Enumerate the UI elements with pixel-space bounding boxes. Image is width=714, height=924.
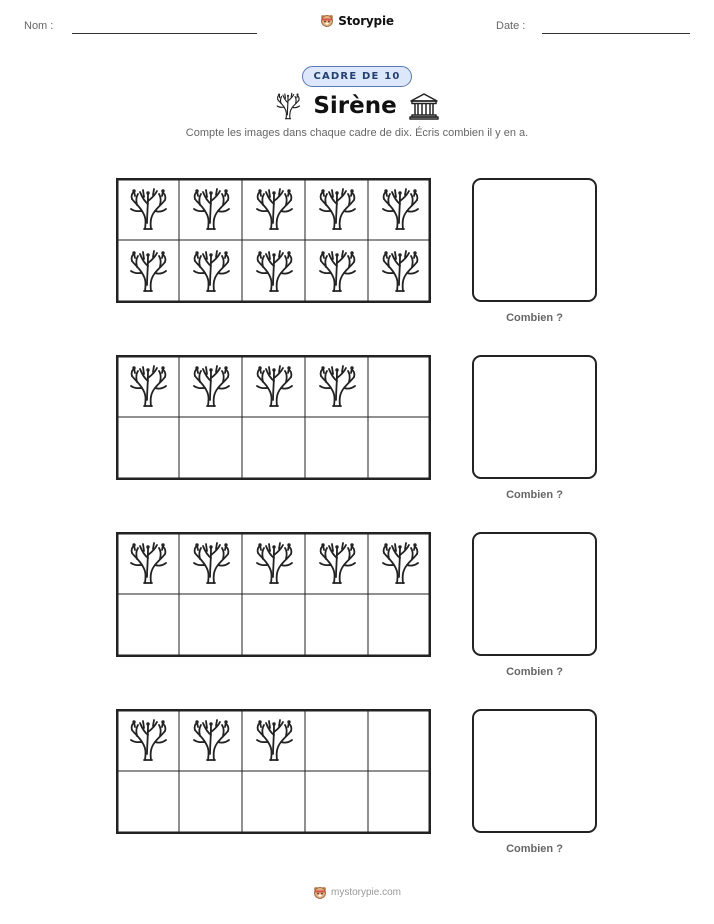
frame-cell <box>242 355 305 417</box>
frame-cell <box>179 417 242 479</box>
coral-icon <box>191 364 231 408</box>
date-label: Date : <box>496 20 526 32</box>
answer-box-4[interactable] <box>472 709 597 833</box>
frame-cell <box>368 532 431 594</box>
coral-icon <box>191 249 231 293</box>
frame-cell <box>305 709 368 771</box>
frame-cell <box>116 771 179 833</box>
frame-cell <box>116 532 179 594</box>
frame-cell <box>305 178 368 240</box>
coral-icon <box>254 541 294 585</box>
frame-cell <box>368 178 431 240</box>
frame-cell <box>116 178 179 240</box>
answer-label-4: Combien ? <box>506 843 563 855</box>
coral-icon <box>380 541 420 585</box>
frame-cell <box>242 240 305 302</box>
frame-cell <box>242 532 305 594</box>
coral-icon <box>317 187 357 231</box>
answer-label-3: Combien ? <box>506 666 563 678</box>
answer-label-1: Combien ? <box>506 312 563 324</box>
coral-icon <box>254 187 294 231</box>
frame-cell <box>179 709 242 771</box>
coral-icon <box>254 718 294 762</box>
coral-icon <box>191 187 231 231</box>
coral-icon <box>254 249 294 293</box>
coral-icon <box>128 541 168 585</box>
frame-cell <box>368 355 431 417</box>
ten-frame-2 <box>116 355 431 480</box>
frame-cell <box>242 709 305 771</box>
brand-name: Storypie <box>338 13 394 28</box>
coral-icon <box>128 187 168 231</box>
name-label: Nom : <box>24 20 54 32</box>
frame-cell <box>116 355 179 417</box>
frame-cell <box>116 709 179 771</box>
answer-box-1[interactable] <box>472 178 597 302</box>
frame-cell <box>305 594 368 656</box>
instructions: Compte les images dans chaque cadre de dix. Écris combien il y en a. <box>185 127 529 139</box>
page-title: Sirène <box>313 93 397 119</box>
coral-icon <box>380 249 420 293</box>
frame-cell <box>116 240 179 302</box>
worksheet-type-badge: CADRE DE 10 <box>302 66 411 87</box>
footer-url: mystorypie.com <box>330 887 401 898</box>
frame-cell <box>368 240 431 302</box>
footer <box>0 885 714 900</box>
coral-icon <box>380 187 420 231</box>
frame-cell <box>179 178 242 240</box>
answer-box-3[interactable] <box>472 532 597 656</box>
answer-label-2: Combien ? <box>506 489 563 501</box>
coral-icon <box>191 541 231 585</box>
answer-box-2[interactable] <box>472 355 597 479</box>
coral-icon <box>191 718 231 762</box>
coral-icon <box>275 92 301 120</box>
frame-cell <box>305 532 368 594</box>
coral-icon <box>317 364 357 408</box>
ten-frame-1 <box>116 178 431 303</box>
temple-icon <box>409 92 439 120</box>
ten-frame-4 <box>116 709 431 834</box>
frame-cell <box>368 417 431 479</box>
frame-cell <box>305 240 368 302</box>
coral-icon <box>254 364 294 408</box>
frame-cell <box>305 355 368 417</box>
coral-icon <box>317 249 357 293</box>
frame-cell <box>242 178 305 240</box>
frame-cell <box>179 240 242 302</box>
frame-cell <box>305 771 368 833</box>
coral-icon <box>128 364 168 408</box>
title-row <box>0 92 714 120</box>
coral-icon <box>128 249 168 293</box>
brand-logo <box>0 13 714 28</box>
coral-icon <box>317 541 357 585</box>
name-line[interactable] <box>72 33 257 34</box>
frame-cell <box>305 417 368 479</box>
frame-cell <box>242 771 305 833</box>
frame-cell <box>368 594 431 656</box>
storypie-mascot-icon <box>313 885 327 900</box>
frame-cell <box>368 709 431 771</box>
ten-frame-3 <box>116 532 431 657</box>
frame-cell <box>179 771 242 833</box>
frame-cell <box>116 594 179 656</box>
frame-cell <box>242 417 305 479</box>
frame-cell <box>368 771 431 833</box>
date-line[interactable] <box>542 33 690 34</box>
storypie-mascot-icon <box>320 13 334 28</box>
coral-icon <box>128 718 168 762</box>
frame-cell <box>179 594 242 656</box>
frame-cell <box>242 594 305 656</box>
frame-cell <box>179 532 242 594</box>
frame-cell <box>179 355 242 417</box>
frame-cell <box>116 417 179 479</box>
